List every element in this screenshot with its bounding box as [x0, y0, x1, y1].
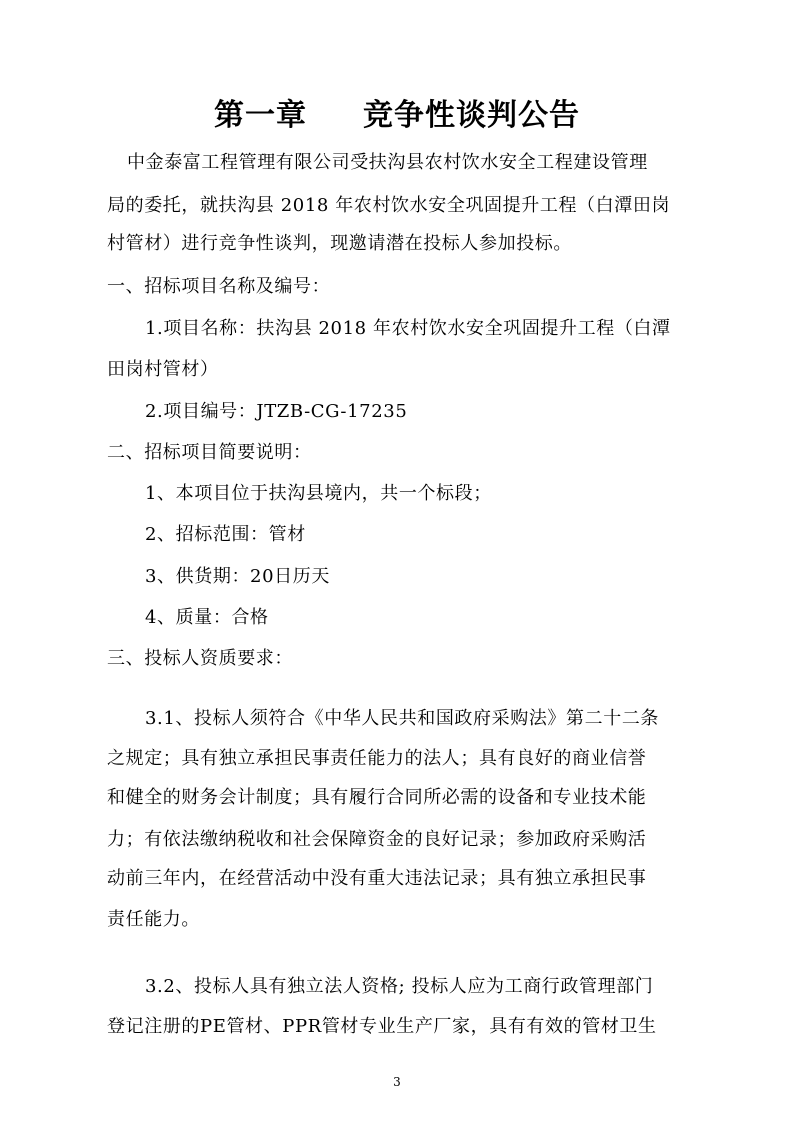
section-heading: 一、招标项目名称及编号：: [107, 276, 331, 297]
chapter-number: 第一章: [214, 98, 307, 133]
list-item: 3、供货期：20日历天: [145, 566, 330, 587]
chapter-heading: 竞争性谈判公告: [363, 98, 580, 133]
requirement-line: 动前三年内，在经营活动中没有重大违法记录；具有独立承担民事: [107, 868, 647, 889]
intro-line: 村管材）进行竞争性谈判，现邀请潜在投标人参加投标。: [107, 233, 572, 254]
chapter-title: [0, 96, 794, 136]
section-heading: 三、投标人资质要求：: [107, 648, 293, 669]
requirement-line: 和健全的财务会计制度；具有履行合同所必需的设备和专业技术能: [107, 787, 647, 808]
requirement-line: 之规定；具有独立承担民事责任能力的法人；具有良好的商业信誉: [107, 748, 647, 769]
list-item: 2、招标范围：管材: [145, 524, 306, 545]
requirement-line: 责任能力。: [107, 909, 200, 930]
list-item: 4、质量：合格: [145, 607, 269, 628]
project-name-line: 1.项目名称：扶沟县 2018 年农村饮水安全巩固提升工程（白潭: [145, 318, 671, 339]
requirement-line: 3.1、投标人须符合《中华人民共和国政府采购法》第二十二条: [145, 708, 660, 729]
section-heading: 二、招标项目简要说明：: [107, 442, 312, 463]
requirement-line: 登记注册的PE管材、PPR管材专业生产厂家，具有有效的管材卫生: [107, 1016, 657, 1037]
requirement-line: 3.2、投标人具有独立法人资格; 投标人应为工商行政管理部门: [145, 976, 654, 997]
intro-line: 局的委托，就扶沟县 2018 年农村饮水安全巩固提升工程（白潭田岗: [107, 195, 671, 216]
intro-line: 中金泰富工程管理有限公司受扶沟县农村饮水安全工程建设管理: [127, 152, 648, 173]
list-item: 1、本项目位于扶沟县境内，共一个标段；: [145, 483, 492, 504]
requirement-line: 力；有依法缴纳税收和社会保障资金的良好记录；参加政府采购活: [107, 829, 647, 850]
page-number: 3: [393, 1075, 401, 1089]
project-name-line: 田岗村管材）: [107, 359, 219, 380]
project-code: 2.项目编号：JTZB-CG-17235: [145, 401, 408, 422]
